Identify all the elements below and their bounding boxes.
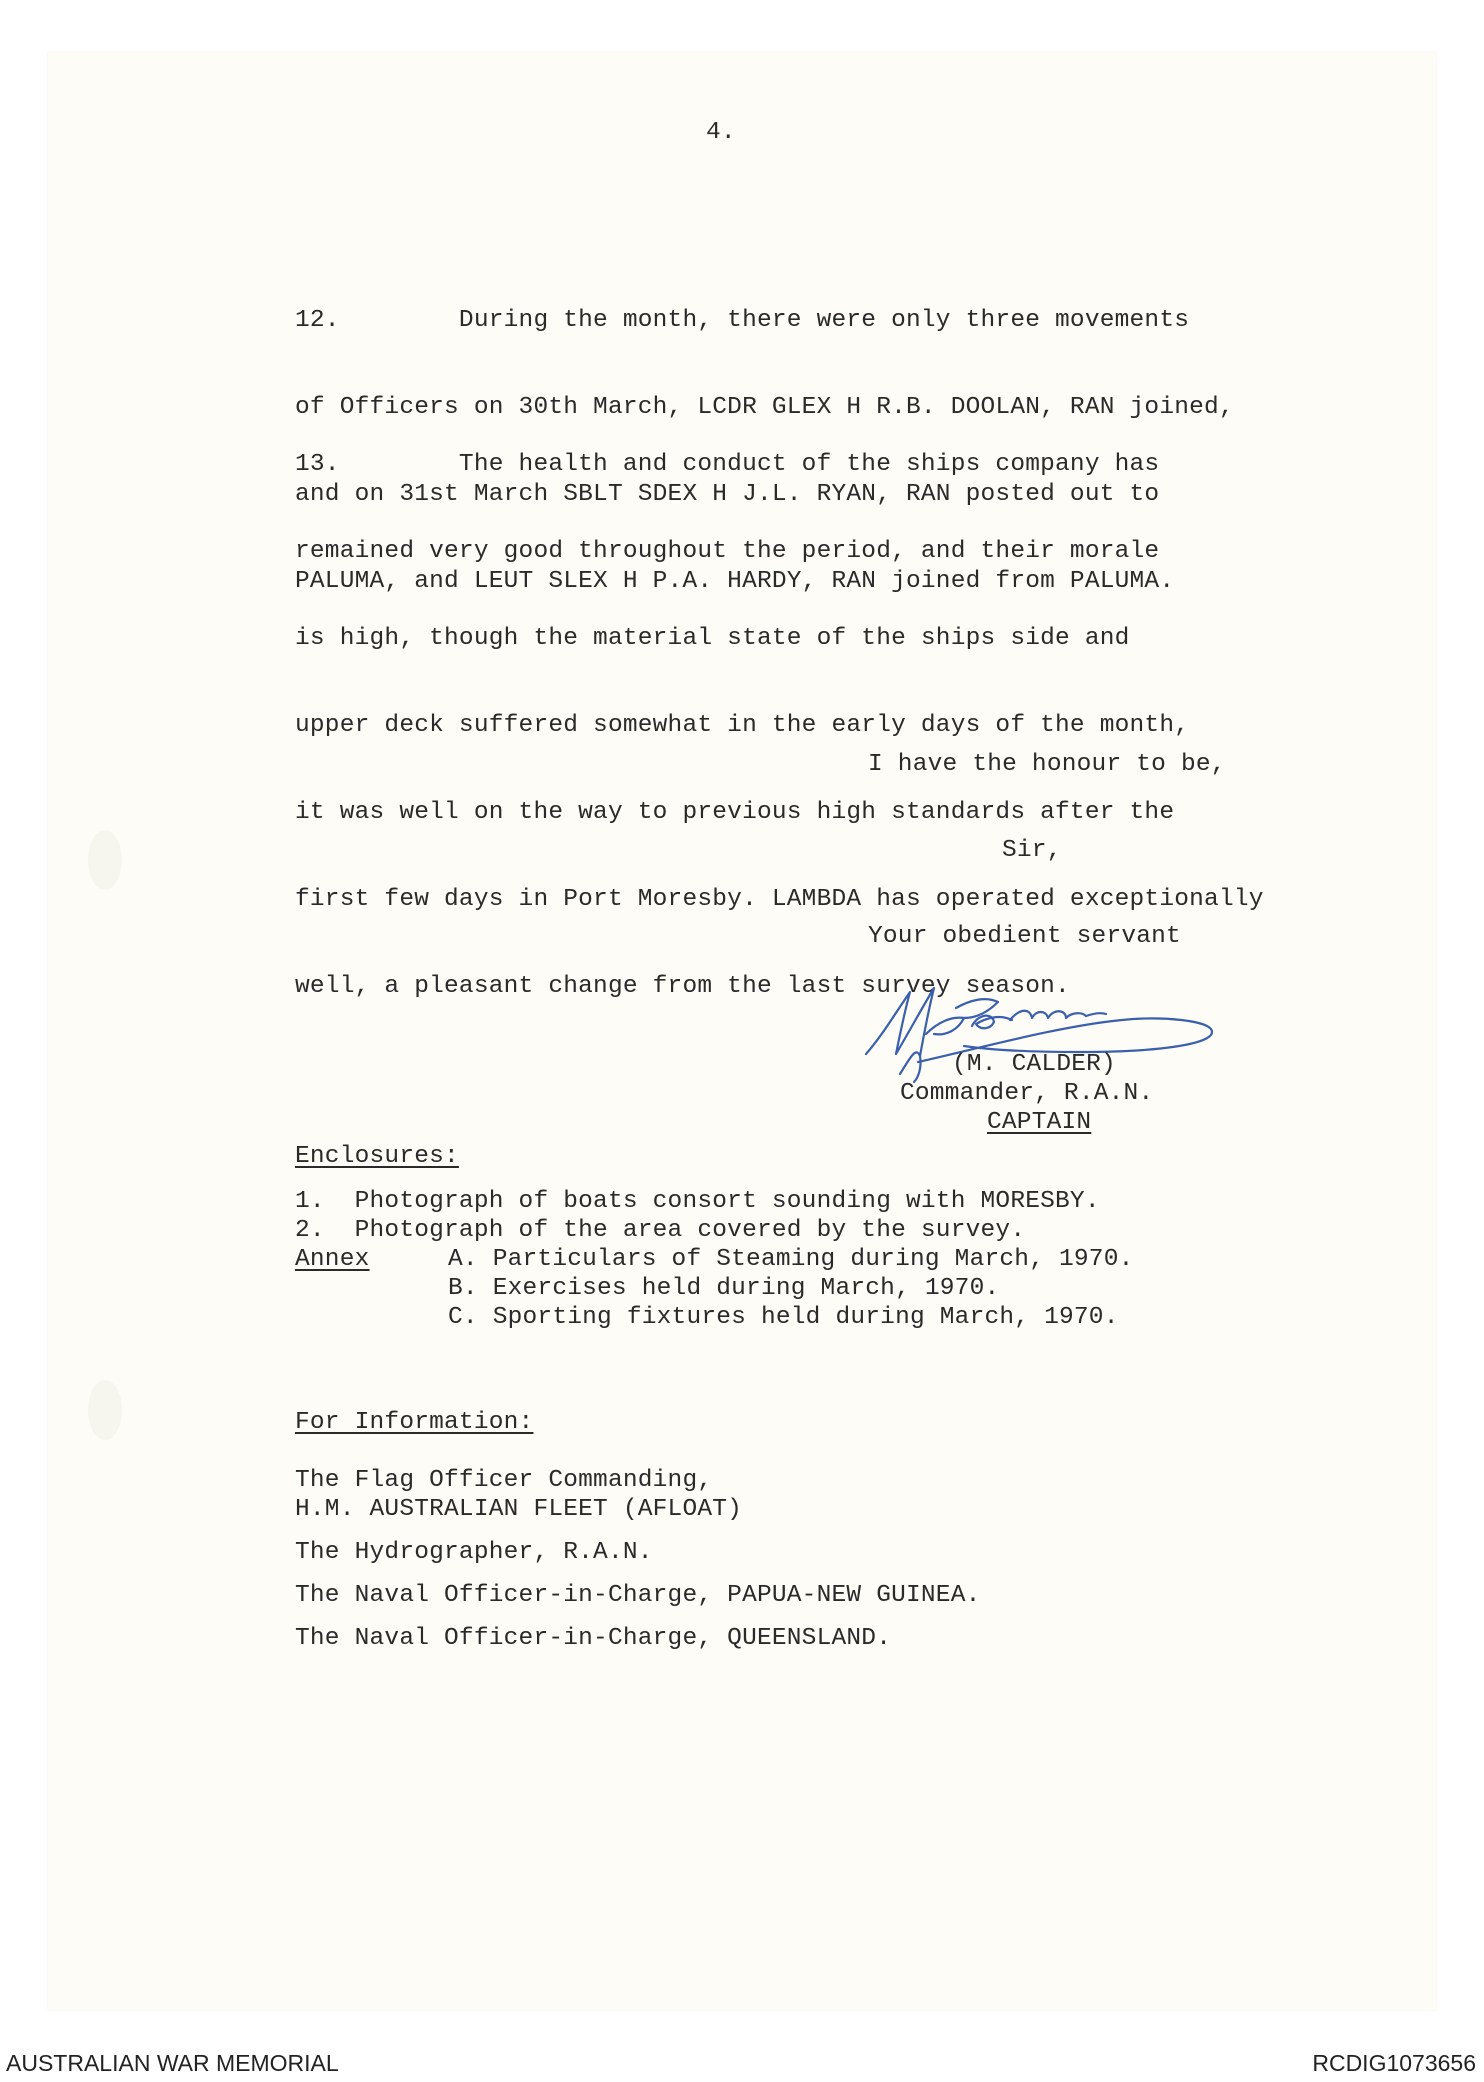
paragraph-line: PALUMA, and LEUT SLEX H P.A. HARDY, RAN joined from PALUMA.	[295, 568, 1175, 595]
punch-hole-mark	[88, 1380, 122, 1440]
distribution-recipient: The Hydrographer, R.A.N.	[295, 1539, 653, 1566]
paragraph-13	[295, 392, 1395, 1030]
paragraph-line: well, a pleasant change from the last survey season.	[295, 973, 1070, 1000]
paragraph-line: of Officers on 30th March, LCDR GLEX H R.B. DOOLAN, RAN joined,	[295, 394, 1234, 421]
signatory-rank: Commander, R.A.N.	[900, 1080, 1154, 1107]
distribution-recipient: The Flag Officer Commanding,	[295, 1467, 713, 1494]
paragraph-line: remained very good throughout the period, and their morale	[295, 538, 1160, 565]
enclosure-item: 1. Photograph of boats consort sounding with MORESBY.	[295, 1188, 1100, 1215]
enclosure-item: 2. Photograph of the area covered by the survey.	[295, 1217, 1026, 1244]
paragraph-line: 12. During the month, there were only three movements	[295, 307, 1190, 334]
footer-identifier: RCDIG1073656	[1312, 2050, 1476, 2076]
for-information-heading: For Information:	[295, 1409, 534, 1436]
enclosures-heading: Enclosures:	[295, 1143, 459, 1170]
annex-item: C. Sporting fixtures held during March, 1970.	[448, 1304, 1119, 1331]
closing-salutation: Sir,	[1002, 837, 1062, 864]
distribution-recipient: The Naval Officer-in-Charge, QUEENSLAND.	[295, 1625, 892, 1652]
annex-label: Annex	[295, 1246, 370, 1273]
paragraph-line: is high, though the material state of the ships side and	[295, 625, 1130, 652]
annex-item: B. Exercises held during March, 1970.	[448, 1275, 1000, 1302]
paragraph-line: first few days in Port Moresby. LAMBDA has operated exceptionally	[295, 886, 1264, 913]
closing-honour: I have the honour to be,	[868, 751, 1226, 778]
paragraph-line: it was well on the way to previous high standards after the	[295, 799, 1175, 826]
signatory-name: (M. CALDER)	[952, 1051, 1116, 1078]
closing-servant: Your obedient servant	[868, 923, 1181, 950]
punch-hole-mark	[88, 830, 122, 890]
annex-item: A. Particulars of Steaming during March, 1970.	[448, 1246, 1134, 1273]
paragraph-line: and on 31st March SBLT SDEX H J.L. RYAN, RAN posted out to	[295, 481, 1160, 508]
footer-source: AUSTRALIAN WAR MEMORIAL	[6, 2050, 339, 2076]
page-number: 4.	[706, 119, 736, 146]
paragraph-line: upper deck suffered somewhat in the early days of the month,	[295, 712, 1190, 739]
signatory-title: CAPTAIN	[987, 1109, 1092, 1136]
paragraph-line: 13. The health and conduct of the ships company has	[295, 451, 1160, 478]
distribution-recipient: The Naval Officer-in-Charge, PAPUA-NEW GUINEA.	[295, 1582, 981, 1609]
distribution-recipient: H.M. AUSTRALIAN FLEET (AFLOAT)	[295, 1496, 743, 1523]
